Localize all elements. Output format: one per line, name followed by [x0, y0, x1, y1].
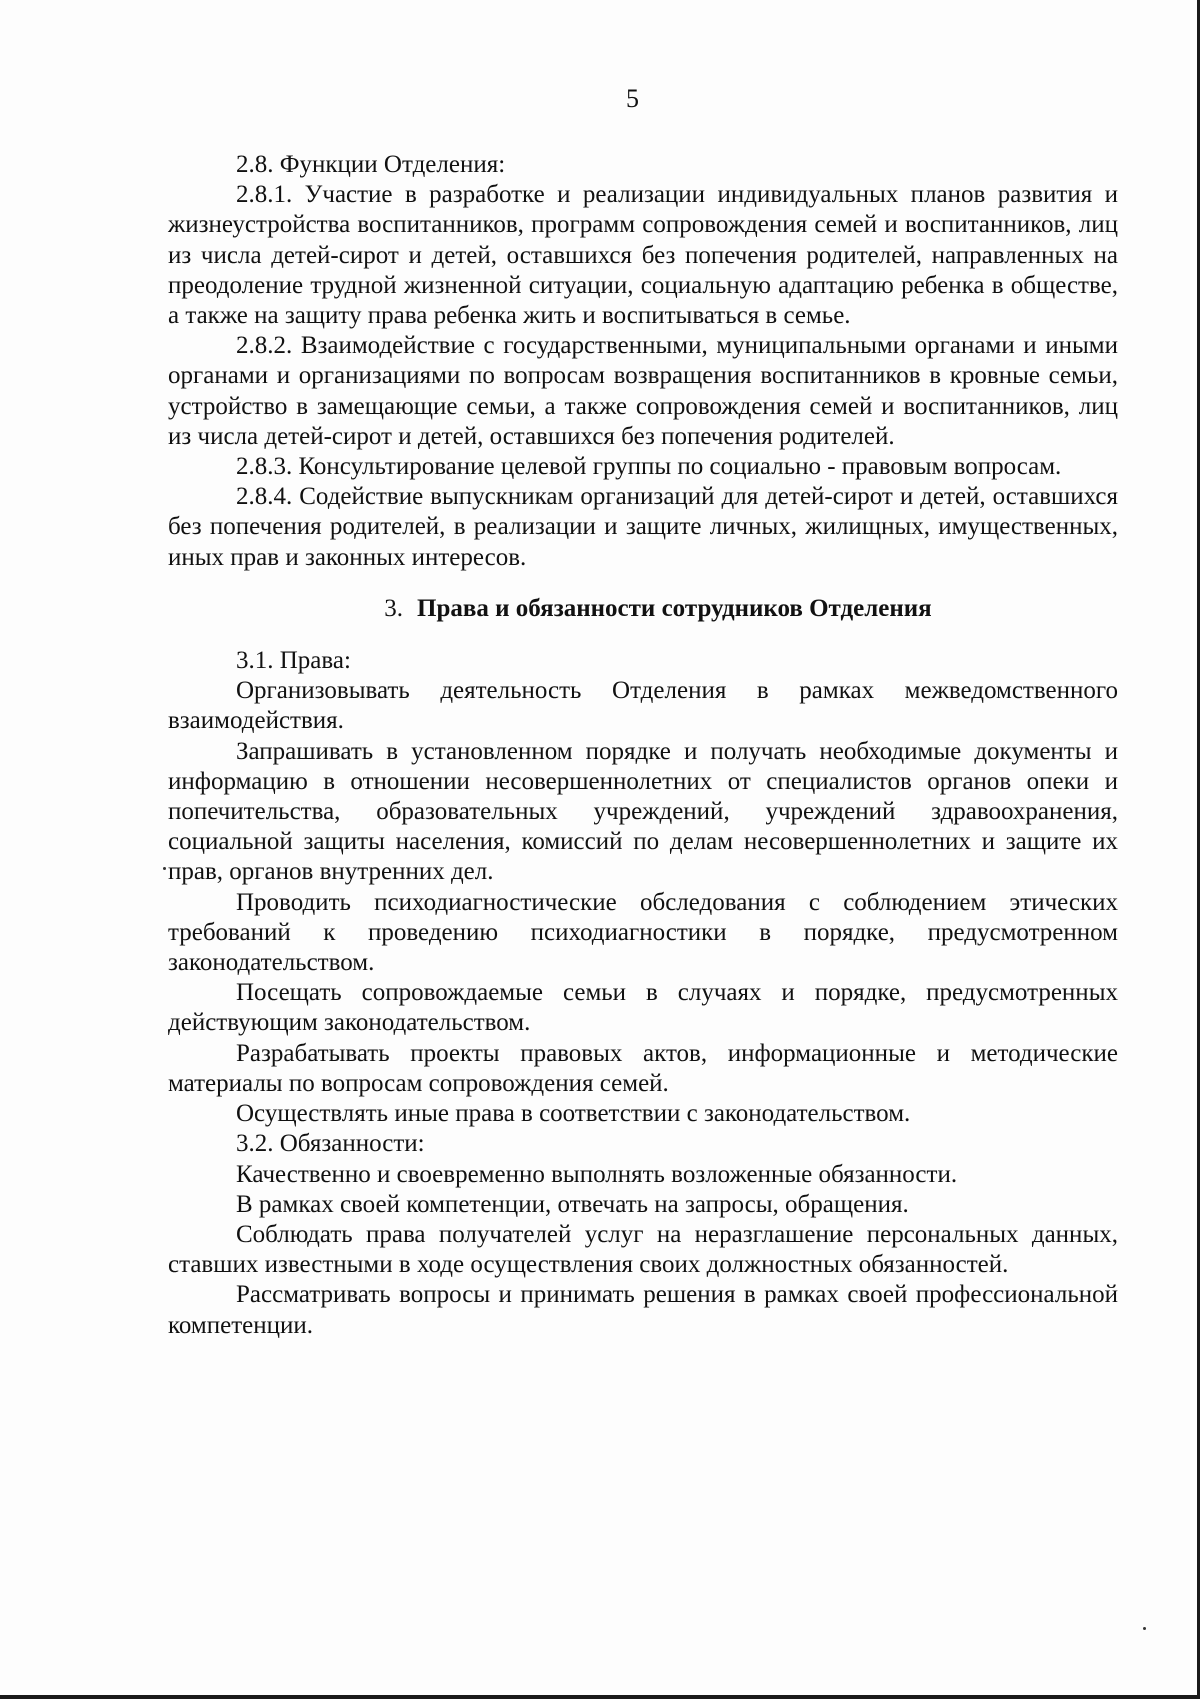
duties-item-respond: В рамках своей компетенции, отвечать на запросы, обращения. [236, 1190, 909, 1218]
paragraph-3-1: 3.1. Права: [236, 647, 351, 675]
rights-item-organize: Организовывать деятельность Отделения в рамках межведомственного взаимодействия. [168, 677, 1118, 735]
scan-edge-bottom [0, 1695, 1200, 1699]
paragraph-3-2: 3.2. Обязанности: [236, 1130, 425, 1158]
rights-item-develop-acts: Разрабатывать проекты правовых актов, информационные и методические материалы по вопросам сопровождения семей. [168, 1039, 1118, 1097]
paragraph-2-8-3: 2.8.3. Консультирование целевой группы по социально - правовым вопросам. [236, 453, 1062, 481]
duties-item-confidentiality: Соблюдать права получателей услуг на неразглашение персональных данных, ставших известными в ходе осуществления своих должностных обязанностей. [168, 1220, 1118, 1279]
duties-item-quality: Качественно и своевременно выполнять возложенные обязанности. [236, 1160, 958, 1188]
scan-speck [163, 867, 166, 870]
section-3-title: Права и обязанности сотрудников Отделения [417, 594, 932, 622]
paragraph-2-8-2: 2.8.2. Взаимодействие с государственными, муниципальными органами и иными органами и организациями по вопросам возвращения воспитанников в кровные семьи, устройство в замещающие семьи, а также сопровождения семей и воспитанников, лиц из числа детей-сирот и детей, оставшихся без попечения родителей. [168, 332, 1118, 450]
rights-item-visit-families: Посещать сопровождаемые семьи в случаях и порядке, предусмотренных действующим законодательством. [168, 979, 1118, 1037]
paragraph-2-8-4: 2.8.4. Содействие выпускникам организаций для детей-сирот и детей, оставшихся без попечения родителей, в реализации и защите личных, жилищных, имущественных, иных прав и законных интересов. [168, 483, 1118, 571]
section-3-number: 3. [384, 594, 404, 622]
paragraph-2-8: 2.8. Функции Отделения: [236, 151, 506, 178]
paragraph-2-8-1: 2.8.1. Участие в разработке и реализации индивидуальных планов развития и жизнеустройства воспитанников, программ сопровождения семей и воспитанников, лиц из числа детей-сирот и детей, оставшихся без попечения родителей, направленных на преодоление трудной жизненной ситуации, социальную адаптацию ребенка в обществе, а также на защиту права ребенка жить и воспитываться в семье. [168, 181, 1118, 330]
rights-item-other: Осуществлять иные права в соответствии с законодательством. [236, 1100, 911, 1128]
rights-item-psychodiagnostics: Проводить психодиагностические обследования с соблюдением этических требований к проведению психодиагностики в порядке, предусмотренном законодательством. [168, 888, 1118, 977]
rights-item-request: Запрашивать в установленном порядке и получать необходимые документы и информацию в отношении несовершеннолетних от специалистов органов опеки и попечительства, образовательных учреждений, учреждений здравоохранения, социальной защиты населения, комиссий по делам несовершеннолетних и защите их прав, органов внутренних дел. [168, 737, 1118, 886]
scan-speck [1143, 1627, 1146, 1630]
page-number: 5 [626, 84, 639, 113]
section-3-heading [168, 594, 1118, 624]
document-body [168, 150, 1118, 1341]
duties-item-decisions: Рассматривать вопросы и принимать решения в рамках своей профессиональной компетенции. [168, 1281, 1118, 1339]
